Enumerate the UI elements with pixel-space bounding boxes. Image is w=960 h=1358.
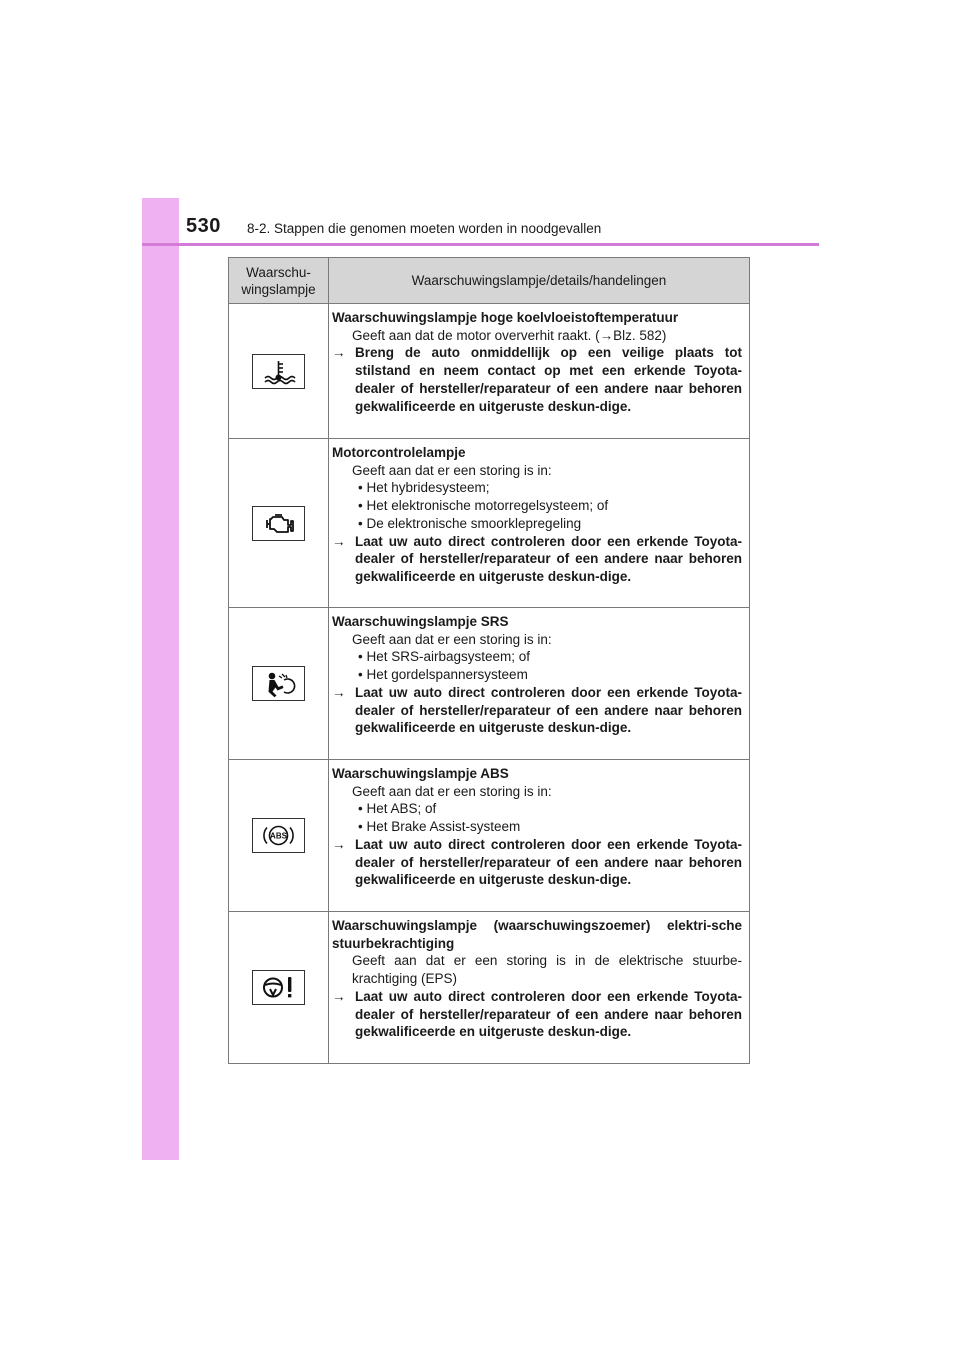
arrow-icon: →: [332, 345, 346, 361]
side-tab-strip: [142, 198, 179, 1160]
warning-description: Geeft aan dat er een storing is in:: [352, 462, 552, 478]
warning-title: Motorcontrolelampje: [332, 445, 466, 460]
table-row: [229, 439, 750, 608]
warning-action: → Laat uw auto direct controleren door een erkende Toyota-dealer of hersteller/reparateur of een andere naar behoren gekwalificeerde en uitgeruste deskun-dige.: [332, 533, 742, 584]
warning-action: → Laat uw auto direct controleren door een erkende Toyota-dealer of hersteller/reparateur of een andere naar behoren gekwalificeerde en uitgeruste deskun-dige.: [332, 836, 742, 888]
warning-description: Geeft aan dat de motor oververhit raakt. (→Blz. 582): [352, 327, 667, 343]
table-row: [229, 760, 750, 912]
list-item: • De elektronische smoorklepregeling: [358, 515, 582, 531]
column-header-lamp: Waarschu- wingslampje: [229, 258, 329, 304]
warning-description: Geeft aan dat er een storing is in:: [352, 631, 552, 647]
warning-action: → Laat uw auto direct controleren door een erkende Toyota-dealer of hersteller/reparateur of een andere naar behoren gekwalificeerde en uitgeruste deskun-dige.: [332, 684, 742, 736]
list-item: • Het hybridesysteem;: [358, 480, 490, 496]
list-item: • Het gordelspannersysteem: [358, 667, 528, 683]
warning-lights-table: [228, 257, 750, 1064]
abs-icon: [252, 818, 305, 853]
warning-description: Geeft aan dat er een storing is in de elektrische stuurbe-krachtiging (EPS): [352, 953, 742, 987]
header-divider: [142, 243, 819, 246]
list-item: • Het elektronische motorregelsysteem; of: [358, 498, 609, 514]
page-number: 530: [186, 215, 221, 237]
warning-title: Waarschuwingslampje ABS: [332, 766, 509, 781]
warning-action: → Laat uw auto direct controleren door een erkende Toyota-dealer of hersteller/reparateur of een andere naar behoren gekwalificeerde en uitgeruste deskun-dige.: [332, 988, 742, 1040]
coolant-temperature-icon: [252, 354, 305, 389]
warning-action: → Breng de auto onmiddellijk op een veilige plaats tot stilstand en neem contact op met een erkende Toyota-dealer of hersteller/reparateur of een andere naar behoren gekwalificeerde en uitgeruste deskun-dige.: [332, 345, 742, 414]
arrow-icon: →: [332, 836, 346, 852]
abs-icon-label: ABS: [270, 831, 287, 841]
section-title: 8-2. Stappen die genomen moeten worden in noodgevallen: [247, 221, 602, 236]
table-header-row: [229, 258, 750, 304]
warning-title: Waarschuwingslampje SRS: [332, 614, 509, 629]
list-item: • Het SRS-airbagsysteem; of: [358, 649, 531, 665]
arrow-icon: →: [332, 988, 346, 1004]
column-header-details: Waarschuwingslampje/details/handelingen: [329, 258, 750, 304]
warning-title: Waarschuwingslampje hoge koelvloeistoftemperatuur: [332, 310, 679, 325]
warning-title: Waarschuwingslampje (waarschuwingszoemer) elektri-sche stuurbekrachtiging: [332, 918, 742, 951]
warning-description: Geeft aan dat er een storing is in:: [352, 783, 552, 799]
table-row: [229, 304, 750, 439]
arrow-icon: →: [332, 684, 346, 700]
arrow-icon: →: [332, 533, 346, 549]
srs-airbag-icon: [252, 666, 305, 701]
engine-check-icon: [252, 506, 305, 541]
power-steering-warning-icon: [252, 970, 305, 1005]
list-item: • Het Brake Assist-systeem: [358, 819, 521, 835]
list-item: • Het ABS; of: [358, 801, 437, 817]
table-row: [229, 608, 750, 760]
table-row: [229, 912, 750, 1064]
